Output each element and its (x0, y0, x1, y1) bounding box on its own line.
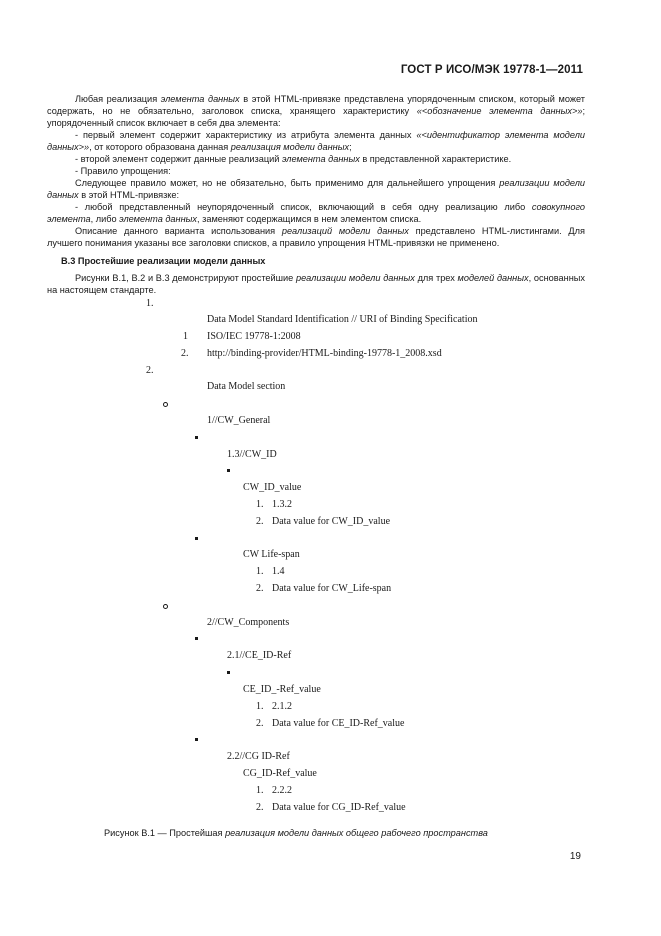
list-item: http://binding-provider/HTML-binding-19778-1_2008.xsd (207, 348, 442, 359)
text-run: ; упорядоченный список включает в себя два элемента: (47, 106, 585, 128)
text-run: - второй элемент содержит данные реализаций (75, 154, 282, 164)
text-run: - любой представленный неупорядоченный список, включающий в себя одну реализацию либо (75, 202, 532, 212)
list-item: ISO/IEC 19778-1:2008 (207, 331, 301, 342)
paragraph (47, 153, 585, 165)
list-item: CE_ID_-Ref_value (243, 684, 321, 695)
square-bullet-icon (227, 469, 230, 472)
square-bullet-icon (195, 738, 198, 741)
list-item: 2.1//CE_ID-Ref (227, 650, 292, 661)
text-run: представлено HTML-листингами. Для лучшего понимания указаны все заголовки списков, а правило упрощения HTML-привязки не применено. (47, 226, 585, 248)
caption-text: Рисунок В.1 — Простейшая (104, 828, 226, 838)
list-number: 2. (256, 718, 264, 729)
text-run: , заменяют содержащимся в нем элементом списка. (197, 214, 422, 224)
list-item: Data value for CW_ID_value (272, 516, 391, 527)
list-number: 2. (146, 365, 154, 376)
term: элемента данных (281, 154, 360, 164)
paragraph (47, 272, 585, 296)
paragraph (47, 129, 585, 153)
paragraph (47, 201, 585, 225)
list-number: 2. (256, 802, 264, 813)
list-number: 1 (183, 331, 188, 342)
list-item: 2.2.2 (272, 785, 292, 796)
term: «<обозначение элемента данных>» (416, 106, 583, 116)
text-run: , от которого образована данная (89, 142, 231, 152)
text-run: в этой HTML-привязке представлена упорядоченным списком, который может содержать, но не обязательно, заголовок списка, хранящего характеристику (47, 94, 585, 116)
list-number: 1. (256, 499, 264, 510)
list-item: Data Model section (207, 381, 286, 392)
list-item: 2.2//CG ID-Ref (227, 751, 290, 762)
square-bullet-icon (195, 436, 198, 439)
square-bullet-icon (195, 637, 198, 640)
list-number: 1. (256, 785, 264, 796)
term: моделей данных (457, 273, 529, 283)
term: реализации модели данных (296, 273, 415, 283)
paragraph (47, 225, 585, 249)
list-item: Data value for CW_Life-span (272, 583, 392, 594)
list-item: Data value for CE_ID-Ref_value (272, 718, 405, 729)
list-item: 1.4 (272, 566, 285, 577)
list-number: 1. (256, 566, 264, 577)
list-item: CG_ID-Ref_value (243, 768, 317, 779)
list-item: CW Life-span (243, 549, 300, 560)
section-title: В.3 Простейшие реализации модели данных (61, 256, 266, 266)
term: реализации модели данных (47, 178, 585, 200)
list-item: Data Model Standard Identification // URI of Binding Specification (207, 314, 478, 325)
list-item: CW_ID_value (243, 482, 302, 493)
circle-bullet-icon (163, 402, 168, 407)
square-bullet-icon (227, 671, 230, 674)
list-number: 1. (256, 701, 264, 712)
term: элемента данных (119, 214, 198, 224)
square-bullet-icon (195, 537, 198, 540)
list-number: 2. (256, 583, 264, 594)
list-number: 2. (256, 516, 264, 527)
list-item: 1//CW_General (207, 415, 271, 426)
text-run: , либо (90, 214, 120, 224)
list-item: 2.1.2 (272, 701, 292, 712)
figure-caption (104, 828, 488, 838)
term: «<идентификатор элемента модели данных>» (47, 130, 585, 152)
text-run: - первый элемент содержит характеристику из атрибута элемента данных (75, 130, 417, 140)
list-item: 2//CW_Components (207, 617, 290, 628)
circle-bullet-icon (163, 604, 168, 609)
text-run: Описание данного варианта использования (75, 226, 282, 236)
caption-italic: реализация модели данных общего рабочего пространства (225, 828, 488, 838)
paragraph: - Правило упрощения: (75, 166, 171, 176)
paragraph (47, 177, 585, 201)
text-run: Любая реализация (75, 94, 161, 104)
list-number: 1. (146, 298, 154, 309)
text-run: ; (349, 142, 352, 152)
standard-header: ГОСТ Р ИСО/МЭК 19778-1—2011 (400, 64, 583, 76)
list-item: 1.3.2 (272, 499, 292, 510)
term: реализация модели данных (230, 142, 350, 152)
text-run: Следующее правило может, но не обязательно, быть применимо для дальнейшего упрощения (75, 178, 500, 188)
text-run: , основанных на настоящем стандарте. (47, 273, 585, 295)
term: совокупного элемента (47, 202, 585, 224)
body-text (47, 93, 585, 296)
term: элемента данных (160, 94, 240, 104)
text-run: в этой HTML-привязке: (78, 190, 180, 200)
list-item: Data value for CG_ID-Ref_value (272, 802, 406, 813)
term: реализаций модели данных (281, 226, 409, 236)
text-run: для трех (414, 273, 458, 283)
list-item: 1.3//CW_ID (227, 449, 277, 460)
list-number: 2. (181, 348, 189, 359)
paragraph (47, 93, 585, 129)
text-run: Рисунки В.1, В.2 и В.3 демонстрируют простейшие (75, 273, 297, 283)
text-run: в представленной характеристике. (359, 154, 512, 164)
page-number: 19 (569, 851, 581, 862)
